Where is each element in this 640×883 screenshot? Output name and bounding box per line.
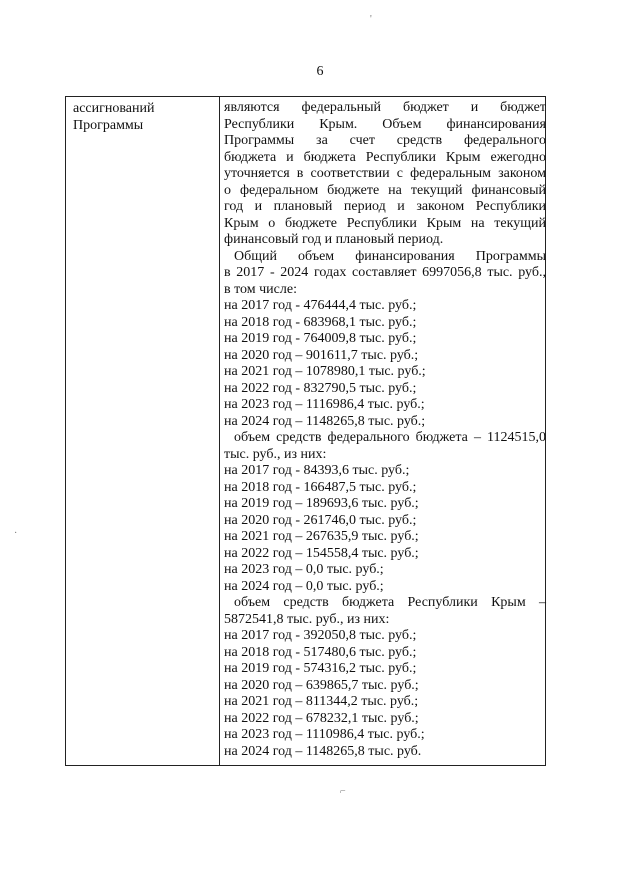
right-cell-line: на 2018 год - 166487,5 тыс. руб.; — [224, 479, 417, 495]
right-cell-line: Программы за счет средств федерального — [224, 133, 546, 148]
page-number: 6 — [316, 64, 324, 79]
right-cell-line: в 2017 - 2024 годах составляет 6997056,8 тыс. руб., — [224, 265, 546, 280]
right-cell-line: Республики Крым. Объем финансирования — [224, 116, 546, 132]
right-cell-line: на 2021 год – 267635,9 тыс. руб.; — [224, 529, 419, 544]
right-cell-line: на 2017 год - 84393,6 тыс. руб.; — [224, 463, 410, 478]
right-cell-line: на 2021 год – 811344,2 тыс. руб.; — [224, 694, 419, 709]
right-cell-line: являются федеральный бюджет и бюджет — [224, 100, 546, 115]
right-cell — [220, 97, 546, 760]
right-cell-line: Крым о бюджете Республики Крым на текущий — [224, 215, 546, 231]
right-cell-line: на 2024 год – 0,0 тыс. руб.; — [224, 578, 384, 594]
right-cell-line: на 2017 год - 392050,8 тыс. руб.; — [224, 628, 417, 643]
left-cell-line: Программы — [73, 118, 144, 133]
right-cell-line: на 2022 год - 832790,5 тыс. руб.; — [224, 380, 417, 396]
right-cell-line: на 2023 год – 1116986,4 тыс. руб.; — [224, 397, 425, 412]
scan-mark: ⌐ — [340, 786, 346, 797]
right-cell-line: 5872541,8 тыс. руб., из них: — [224, 611, 390, 627]
right-cell-line: на 2017 год - 476444,4 тыс. руб.; — [224, 298, 417, 313]
right-cell-line: на 2019 год – 189693,6 тыс. руб.; — [224, 496, 419, 511]
right-cell-line: уточняется в соответствии с федеральным законом — [224, 166, 546, 181]
right-cell-line: о федеральном бюджете на текущий финансовый — [224, 182, 546, 198]
right-cell-line: в том числе: — [224, 281, 297, 297]
scan-mark: · — [14, 528, 18, 539]
right-cell-line: на 2024 год – 1148265,8 тыс. руб. — [224, 743, 422, 759]
financing-table — [65, 96, 546, 766]
right-cell-line: на 2018 год - 683968,1 тыс. руб.; — [224, 314, 417, 330]
left-cell-line: ассигнований — [73, 101, 155, 116]
right-cell-line: на 2022 год – 154558,4 тыс. руб.; — [224, 545, 419, 561]
right-cell-line: на 2023 год – 0,0 тыс. руб.; — [224, 562, 384, 577]
right-cell-line: тыс. руб., из них: — [224, 446, 327, 462]
right-cell-line: на 2024 год – 1148265,8 тыс. руб.; — [224, 413, 426, 429]
right-cell-line: на 2018 год - 517480,6 тыс. руб.; — [224, 644, 417, 660]
right-cell-line: объем средств федерального бюджета – 1124515,0 — [234, 430, 546, 445]
right-cell-line: на 2020 год – 901611,7 тыс. руб.; — [224, 347, 419, 363]
right-cell-line: на 2020 год - 261746,0 тыс. руб.; — [224, 512, 417, 528]
right-cell-line: на 2020 год – 639865,7 тыс. руб.; — [224, 677, 419, 693]
right-cell-line: на 2019 год - 764009,8 тыс. руб.; — [224, 331, 417, 346]
right-cell-line: на 2021 год – 1078980,1 тыс. руб.; — [224, 364, 426, 379]
right-cell-line: бюджета и бюджета Республики Крым ежегодно — [224, 149, 546, 165]
right-cell-line: на 2019 год - 574316,2 тыс. руб.; — [224, 661, 417, 676]
right-cell-line: Общий объем финансирования Программы — [234, 248, 546, 264]
scan-mark: ' — [370, 14, 372, 25]
right-cell-line: на 2023 год – 1110986,4 тыс. руб.; — [224, 727, 425, 742]
right-cell-line: год и плановый период и законом Республики — [224, 199, 546, 214]
right-cell-line: на 2022 год – 678232,1 тыс. руб.; — [224, 710, 419, 726]
right-cell-line: объем средств бюджета Республики Крым – — [234, 595, 546, 610]
right-cell-line: финансовый год и плановый период. — [224, 232, 444, 247]
left-cell — [66, 97, 220, 765]
